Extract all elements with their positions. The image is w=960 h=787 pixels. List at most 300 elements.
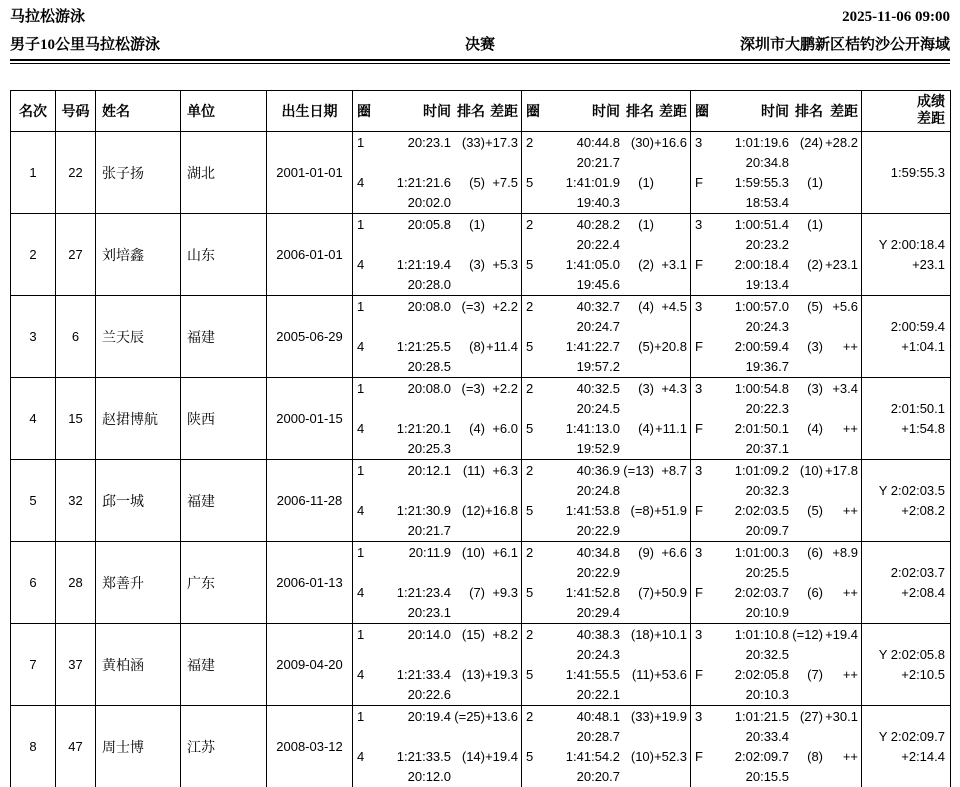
lap-grid bbox=[522, 542, 690, 623]
bib-cell: 6 bbox=[56, 296, 96, 378]
lap-group-cell-2 bbox=[522, 378, 691, 460]
lap-rank: (=12) bbox=[792, 627, 823, 642]
lap-gap: ++ bbox=[842, 339, 858, 354]
rank-cell: 8 bbox=[11, 706, 56, 787]
lap-group-cell-3 bbox=[691, 378, 862, 460]
lap-number: 3 bbox=[695, 709, 703, 724]
lap-gap: +17.8 bbox=[825, 463, 858, 478]
name-cell: 黄柏涵 bbox=[96, 624, 181, 706]
lap-group-cell-2 bbox=[522, 460, 691, 542]
lap-number: F bbox=[695, 749, 703, 764]
lap-gap: +4.5 bbox=[661, 299, 687, 314]
lap-gap bbox=[485, 215, 518, 235]
lap-number: 4 bbox=[357, 257, 365, 272]
result-cell bbox=[862, 460, 951, 542]
lap-number: 3 bbox=[695, 135, 703, 150]
lap-rank: (24) bbox=[799, 135, 823, 150]
header-rank: 名次 bbox=[11, 91, 56, 132]
lap-split-time: 20:24.3 bbox=[576, 647, 620, 662]
birthdate-cell: 2006-01-01 bbox=[267, 214, 353, 296]
bib-cell: 28 bbox=[56, 542, 96, 624]
lap-split-time: 20:10.9 bbox=[745, 605, 789, 620]
result-cell bbox=[862, 624, 951, 706]
lap-cumulative-time: 20:23.1 bbox=[407, 135, 451, 150]
lap-cumulative-time: 20:08.0 bbox=[407, 381, 451, 396]
lap-rank: (4) bbox=[638, 421, 654, 436]
lap-cumulative-time: 40:44.8 bbox=[576, 135, 620, 150]
lap-split-time: 20:33.4 bbox=[745, 729, 789, 744]
lap-grid bbox=[353, 542, 521, 623]
lap-gap: ++ bbox=[842, 503, 858, 518]
lap-number: F bbox=[695, 421, 703, 436]
table-row bbox=[11, 460, 951, 542]
lap-cumulative-time: 1:00:51.4 bbox=[734, 217, 789, 232]
name-cell: 刘培鑫 bbox=[96, 214, 181, 296]
lap-split-time: 20:25.3 bbox=[407, 441, 451, 456]
result-cell bbox=[862, 706, 951, 787]
header-result-lines bbox=[862, 94, 950, 128]
lap-group-cell-2 bbox=[522, 706, 691, 787]
lap-rank: (1) bbox=[469, 217, 485, 232]
rank-cell: 7 bbox=[11, 624, 56, 706]
final-time: Y 2:02:03.5 bbox=[878, 482, 945, 498]
lap-split-time: 20:22.1 bbox=[576, 687, 620, 702]
lap-rank: (12) bbox=[461, 503, 485, 518]
header-time: 时间 bbox=[592, 105, 620, 120]
lap-group-cell-3 bbox=[691, 214, 862, 296]
header-line-2 bbox=[10, 35, 950, 56]
bib-cell: 47 bbox=[56, 706, 96, 787]
team-cell: 广东 bbox=[181, 542, 267, 624]
lap-split-time: 20:37.1 bbox=[745, 441, 789, 456]
lap-rank: (=25) bbox=[454, 709, 485, 724]
lap-gap: +6.0 bbox=[492, 421, 518, 436]
lap-split-time: 20:24.8 bbox=[576, 483, 620, 498]
lap-number: 3 bbox=[695, 463, 703, 478]
lap-split-time: 20:15.5 bbox=[745, 769, 789, 784]
lap-grid bbox=[522, 706, 690, 787]
lap-group-cell-1 bbox=[353, 214, 522, 296]
lap-rank: (1) bbox=[807, 175, 823, 190]
lap-split-time: 20:22.9 bbox=[576, 565, 620, 580]
lap-gap: +53.6 bbox=[654, 667, 687, 682]
final-time: 1:59:55.3 bbox=[890, 164, 945, 180]
lap-rank: (15) bbox=[461, 627, 485, 642]
lap-cumulative-time: 1:41:54.2 bbox=[565, 749, 620, 764]
final-time: 2:01:50.1 bbox=[890, 400, 945, 416]
lap-cumulative-time: 1:41:22.7 bbox=[565, 339, 620, 354]
lap-grid bbox=[522, 214, 690, 295]
lap-number: 5 bbox=[526, 503, 534, 518]
lap-number: F bbox=[695, 175, 703, 190]
lap-number: F bbox=[695, 585, 703, 600]
lap-split-time: 20:22.9 bbox=[576, 523, 620, 538]
final-gap: +2:08.4 bbox=[901, 584, 945, 600]
lap-cumulative-time: 2:00:59.4 bbox=[734, 339, 789, 354]
header-result-line-2: 差距 bbox=[917, 112, 945, 127]
team-cell: 福建 bbox=[181, 624, 267, 706]
bib-cell: 15 bbox=[56, 378, 96, 460]
lap-grid bbox=[522, 460, 690, 541]
lap-grid bbox=[353, 214, 521, 295]
event-title: 马拉松游泳 bbox=[10, 9, 86, 25]
lap-gap: +30.1 bbox=[825, 709, 858, 724]
lap-split-time: 20:28.0 bbox=[407, 277, 451, 292]
lap-grid bbox=[691, 132, 861, 213]
final-time: 2:00:59.4 bbox=[890, 318, 945, 334]
lap-number: 3 bbox=[695, 545, 703, 560]
lap-grid bbox=[353, 378, 521, 459]
table-row bbox=[11, 542, 951, 624]
lap-gap: +19.3 bbox=[485, 667, 518, 682]
lap-rank: (14) bbox=[461, 749, 485, 764]
lap-split-time: 20:10.3 bbox=[745, 687, 789, 702]
lap-split-time: 20:23.1 bbox=[407, 605, 451, 620]
bib-cell: 37 bbox=[56, 624, 96, 706]
lap-cumulative-time: 1:41:55.5 bbox=[565, 667, 620, 682]
lap-cumulative-time: 1:21:21.6 bbox=[396, 175, 451, 190]
lap-gap: +4.3 bbox=[661, 381, 687, 396]
lap-rank: (5) bbox=[638, 339, 654, 354]
lap-gap: +28.2 bbox=[825, 135, 858, 150]
lap-cumulative-time: 1:21:23.4 bbox=[396, 585, 451, 600]
lap-cumulative-time: 40:38.3 bbox=[576, 627, 620, 642]
lap-group-cell-1 bbox=[353, 542, 522, 624]
lap-rank: (11) bbox=[462, 463, 485, 478]
rank-cell: 2 bbox=[11, 214, 56, 296]
lap-split-time: 20:28.7 bbox=[576, 729, 620, 744]
lap-group-cell-1 bbox=[353, 706, 522, 787]
lap-rank: (=13) bbox=[623, 463, 654, 478]
lap-cumulative-time: 1:21:30.9 bbox=[396, 503, 451, 518]
final-gap: +2:10.5 bbox=[901, 666, 945, 682]
result-cell bbox=[862, 542, 951, 624]
lap-grid bbox=[691, 378, 861, 459]
lap-number: 3 bbox=[695, 381, 703, 396]
lap-rank: (6) bbox=[807, 585, 823, 600]
lap-grid bbox=[353, 460, 521, 541]
header-result-line-1: 成绩 bbox=[917, 95, 945, 110]
lap-number: 5 bbox=[526, 421, 534, 436]
result-cell bbox=[862, 296, 951, 378]
header-lap-rank: 排名 bbox=[795, 105, 823, 120]
lap-split-time: 20:25.5 bbox=[745, 565, 789, 580]
lap-number: 2 bbox=[526, 299, 534, 314]
lap-rank: (1) bbox=[807, 217, 823, 232]
lap-gap bbox=[654, 173, 687, 193]
lap-cumulative-time: 1:21:25.5 bbox=[396, 339, 451, 354]
header-lap-rank: 排名 bbox=[457, 105, 485, 120]
header-lap: 圈 bbox=[695, 105, 709, 120]
lap-split-time: 20:21.7 bbox=[576, 155, 620, 170]
lap-group-cell-3 bbox=[691, 542, 862, 624]
birthdate-cell: 2001-01-01 bbox=[267, 132, 353, 214]
lap-cumulative-time: 1:21:33.4 bbox=[396, 667, 451, 682]
lap-gap: +51.9 bbox=[654, 503, 687, 518]
lap-cumulative-time: 1:41:01.9 bbox=[565, 175, 620, 190]
lap-split-time bbox=[375, 153, 451, 173]
final-gap: +2:08.2 bbox=[901, 502, 945, 518]
lap-split-time: 19:57.2 bbox=[576, 359, 620, 374]
lap-rank: (7) bbox=[469, 585, 485, 600]
lap-cumulative-time: 40:48.1 bbox=[576, 709, 620, 724]
lap-cumulative-time: 2:02:03.5 bbox=[734, 503, 789, 518]
rank-cell: 6 bbox=[11, 542, 56, 624]
lap-gap: ++ bbox=[842, 585, 858, 600]
lap-cumulative-time: 1:01:09.2 bbox=[734, 463, 789, 478]
lap-rank: (33) bbox=[461, 135, 485, 150]
lap-gap: +8.7 bbox=[661, 463, 687, 478]
header-lap: 圈 bbox=[526, 105, 540, 120]
lap-gap: +13.6 bbox=[485, 709, 518, 724]
table-header-row bbox=[11, 91, 951, 132]
birthdate-cell: 2006-11-28 bbox=[267, 460, 353, 542]
lap-gap: +2.2 bbox=[492, 381, 518, 396]
lap-rank: (7) bbox=[807, 667, 823, 682]
lap-gap: +19.4 bbox=[485, 749, 518, 764]
lap-split-time: 20:32.3 bbox=[745, 483, 789, 498]
final-time: Y 2:02:05.8 bbox=[878, 646, 945, 662]
lap-number: 4 bbox=[357, 503, 365, 518]
lap-grid bbox=[691, 214, 861, 295]
lap-cumulative-time: 2:02:03.7 bbox=[734, 585, 789, 600]
page-header bbox=[0, 0, 960, 64]
lap-rank: (18) bbox=[630, 627, 654, 642]
lap-gap bbox=[654, 215, 687, 235]
lap-number: 4 bbox=[357, 585, 365, 600]
lap-rank: (30) bbox=[630, 135, 654, 150]
results-body bbox=[11, 132, 951, 787]
lap-split-time: 20:24.3 bbox=[745, 319, 789, 334]
lap-rank: (=3) bbox=[461, 381, 485, 396]
lap-number: 1 bbox=[357, 217, 365, 232]
lap-cumulative-time: 40:34.8 bbox=[576, 545, 620, 560]
lap-rank: (13) bbox=[461, 667, 485, 682]
lap-gap: +7.5 bbox=[492, 175, 518, 190]
header-gap: 差距 bbox=[830, 105, 858, 120]
lap-split-time: 20:29.4 bbox=[576, 605, 620, 620]
lap-cumulative-time: 20:05.8 bbox=[407, 217, 451, 232]
lap-group-cell-2 bbox=[522, 132, 691, 214]
lap-rank: (9) bbox=[638, 545, 654, 560]
header-team: 单位 bbox=[181, 91, 267, 132]
lap-rank: (10) bbox=[461, 545, 485, 560]
lap-rank: (3) bbox=[807, 339, 823, 354]
lap-split-time: 20:24.7 bbox=[576, 319, 620, 334]
lap-grid bbox=[353, 706, 521, 787]
lap-rank: (33) bbox=[630, 709, 654, 724]
name-cell: 郑善升 bbox=[96, 542, 181, 624]
lap-gap: +16.6 bbox=[654, 135, 687, 150]
lap-grid bbox=[691, 460, 861, 541]
lap-gap bbox=[823, 173, 858, 193]
lap-number: 5 bbox=[526, 749, 534, 764]
lap-number: 5 bbox=[526, 257, 534, 272]
lap-split-time bbox=[375, 317, 451, 337]
lap-split-time: 19:45.6 bbox=[576, 277, 620, 292]
lap-grid bbox=[353, 624, 521, 705]
lap-cumulative-time: 2:02:05.8 bbox=[734, 667, 789, 682]
lap-split-time: 20:22.6 bbox=[407, 687, 451, 702]
lap-rank: (3) bbox=[638, 381, 654, 396]
lap-number: 2 bbox=[526, 627, 534, 642]
header-name: 姓名 bbox=[96, 91, 181, 132]
lap-rank: (=8) bbox=[630, 503, 654, 518]
lap-cumulative-time: 1:21:20.1 bbox=[396, 421, 451, 436]
lap-gap: +6.1 bbox=[492, 545, 518, 560]
table-row bbox=[11, 132, 951, 214]
lap-gap: +8.9 bbox=[832, 545, 858, 560]
lap-cumulative-time: 20:12.1 bbox=[407, 463, 451, 478]
header-lap-group-2 bbox=[522, 91, 691, 132]
lap-rank: (11) bbox=[631, 667, 654, 682]
lap-rank: (5) bbox=[807, 299, 823, 314]
bib-cell: 27 bbox=[56, 214, 96, 296]
table-row bbox=[11, 706, 951, 787]
lap-cumulative-time: 1:41:05.0 bbox=[565, 257, 620, 272]
lap-group-cell-2 bbox=[522, 624, 691, 706]
lap-cumulative-time: 1:01:10.8 bbox=[734, 627, 789, 642]
race-phase: 决赛 bbox=[465, 37, 496, 53]
lap-split-time: 18:53.4 bbox=[745, 195, 789, 210]
lap-split-time: 20:02.0 bbox=[407, 195, 451, 210]
lap-gap: ++ bbox=[842, 749, 858, 764]
header-lap: 圈 bbox=[357, 105, 371, 120]
lap-number: 2 bbox=[526, 381, 534, 396]
header-gap: 差距 bbox=[490, 105, 518, 120]
race-title: 男子10公里马拉松游泳 bbox=[10, 37, 161, 53]
lap-split-time: 19:52.9 bbox=[576, 441, 620, 456]
lap-gap: +6.6 bbox=[661, 545, 687, 560]
name-cell: 邱一城 bbox=[96, 460, 181, 542]
lap-group-header bbox=[353, 91, 521, 131]
lap-grid bbox=[522, 378, 690, 459]
lap-gap bbox=[823, 215, 858, 235]
header-lap-group-3 bbox=[691, 91, 862, 132]
lap-number: 4 bbox=[357, 421, 365, 436]
lap-split-time: 19:13.4 bbox=[745, 277, 789, 292]
lap-grid bbox=[691, 624, 861, 705]
lap-gap: +3.1 bbox=[661, 257, 687, 272]
lap-group-cell-3 bbox=[691, 296, 862, 378]
lap-group-cell-3 bbox=[691, 706, 862, 787]
lap-number: 1 bbox=[357, 545, 365, 560]
lap-number: 3 bbox=[695, 299, 703, 314]
result-cell bbox=[862, 378, 951, 460]
table-row bbox=[11, 214, 951, 296]
team-cell: 陕西 bbox=[181, 378, 267, 460]
lap-number: 4 bbox=[357, 667, 365, 682]
lap-gap: +9.3 bbox=[492, 585, 518, 600]
lap-rank: (1) bbox=[638, 217, 654, 232]
lap-grid bbox=[691, 706, 861, 787]
lap-split-time: 20:12.0 bbox=[407, 769, 451, 784]
lap-grid bbox=[522, 624, 690, 705]
lap-split-time: 20:09.7 bbox=[745, 523, 789, 538]
lap-group-cell-2 bbox=[522, 214, 691, 296]
lap-split-time: 20:22.4 bbox=[576, 237, 620, 252]
lap-number: 5 bbox=[526, 175, 534, 190]
lap-group-cell-3 bbox=[691, 132, 862, 214]
lap-gap: +3.4 bbox=[832, 381, 858, 396]
team-cell: 山东 bbox=[181, 214, 267, 296]
lap-group-cell-2 bbox=[522, 542, 691, 624]
lap-rank: (2) bbox=[638, 257, 654, 272]
lap-cumulative-time: 40:28.2 bbox=[576, 217, 620, 232]
lap-number: F bbox=[695, 339, 703, 354]
lap-cumulative-time: 20:14.0 bbox=[407, 627, 451, 642]
lap-grid bbox=[353, 296, 521, 377]
lap-rank: (8) bbox=[469, 339, 485, 354]
lap-number: 2 bbox=[526, 135, 534, 150]
header-lap-group-1 bbox=[353, 91, 522, 132]
lap-gap: +19.4 bbox=[825, 627, 858, 642]
final-gap: +2:14.4 bbox=[901, 748, 945, 764]
team-cell: 福建 bbox=[181, 296, 267, 378]
lap-cumulative-time: 40:36.9 bbox=[576, 463, 620, 478]
lap-rank: (3) bbox=[469, 257, 485, 272]
lap-grid bbox=[522, 296, 690, 377]
name-cell: 赵捃博航 bbox=[96, 378, 181, 460]
lap-split-time: 20:28.5 bbox=[407, 359, 451, 374]
lap-number: 2 bbox=[526, 709, 534, 724]
lap-gap: +52.3 bbox=[654, 749, 687, 764]
lap-split-time bbox=[375, 235, 451, 255]
lap-number: 1 bbox=[357, 709, 365, 724]
lap-cumulative-time: 2:00:18.4 bbox=[734, 257, 789, 272]
header-birth: 出生日期 bbox=[267, 91, 353, 132]
lap-split-time: 20:24.5 bbox=[576, 401, 620, 416]
team-cell: 湖北 bbox=[181, 132, 267, 214]
header-time: 时间 bbox=[423, 105, 451, 120]
name-cell: 兰天辰 bbox=[96, 296, 181, 378]
lap-number: 2 bbox=[526, 217, 534, 232]
lap-number: 1 bbox=[357, 381, 365, 396]
lap-group-cell-3 bbox=[691, 624, 862, 706]
lap-number: 5 bbox=[526, 667, 534, 682]
lap-number: F bbox=[695, 257, 703, 272]
bib-cell: 32 bbox=[56, 460, 96, 542]
lap-split-time: 19:36.7 bbox=[745, 359, 789, 374]
lap-grid bbox=[353, 132, 521, 213]
lap-rank: (1) bbox=[638, 175, 654, 190]
header-line-1 bbox=[10, 7, 950, 28]
lap-gap: +6.3 bbox=[492, 463, 518, 478]
final-gap: +23.1 bbox=[912, 256, 945, 272]
lap-rank: (5) bbox=[807, 503, 823, 518]
lap-split-time: 20:21.7 bbox=[407, 523, 451, 538]
birthdate-cell: 2009-04-20 bbox=[267, 624, 353, 706]
rank-cell: 1 bbox=[11, 132, 56, 214]
lap-rank: (5) bbox=[469, 175, 485, 190]
birthdate-cell: 2005-06-29 bbox=[267, 296, 353, 378]
lap-group-cell-1 bbox=[353, 296, 522, 378]
lap-number: 1 bbox=[357, 463, 365, 478]
lap-rank: (10) bbox=[630, 749, 654, 764]
team-cell: 福建 bbox=[181, 460, 267, 542]
lap-rank: (8) bbox=[807, 749, 823, 764]
lap-number: 3 bbox=[695, 627, 703, 642]
lap-split-time: 20:32.5 bbox=[745, 647, 789, 662]
lap-gap: +11.1 bbox=[655, 421, 687, 436]
lap-group-cell-1 bbox=[353, 624, 522, 706]
lap-gap: +10.1 bbox=[654, 627, 687, 642]
lap-grid bbox=[522, 132, 690, 213]
final-gap: +1:04.1 bbox=[901, 338, 945, 354]
lap-rank: (6) bbox=[807, 545, 823, 560]
lap-number: 3 bbox=[695, 217, 703, 232]
rank-cell: 4 bbox=[11, 378, 56, 460]
